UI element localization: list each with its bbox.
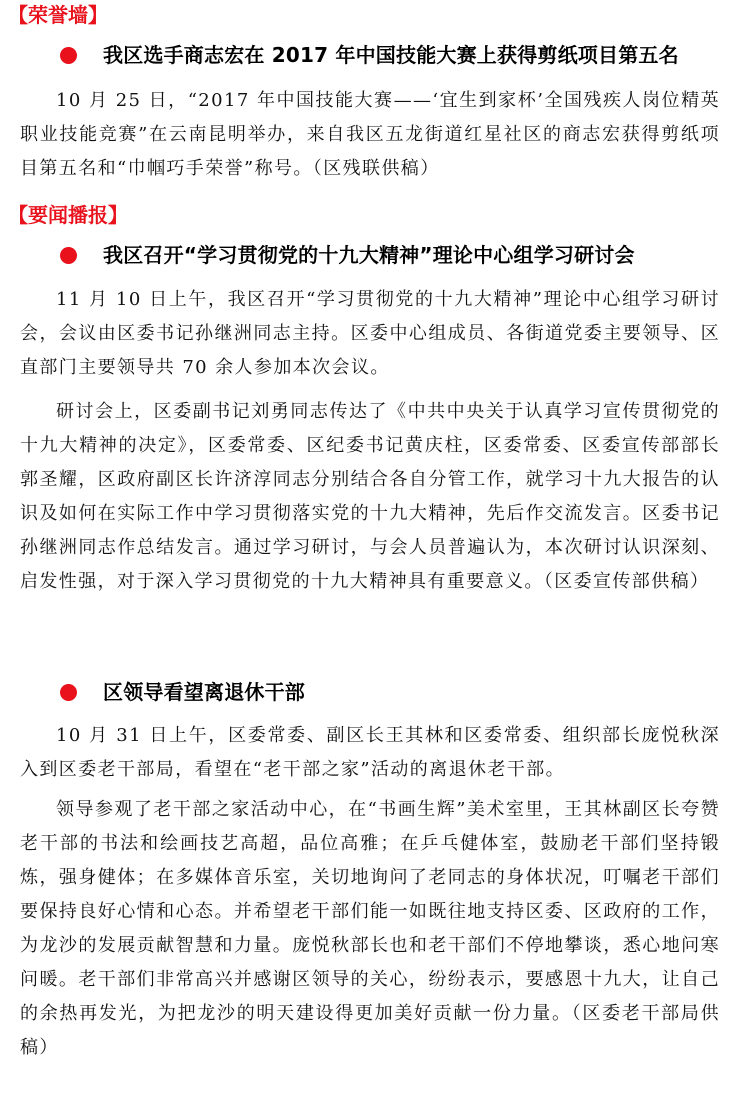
red-bullet-icon	[60, 684, 77, 701]
red-bullet-icon	[60, 47, 77, 64]
red-bullet-icon	[60, 247, 77, 264]
section-label-honor-wall: 【荣誉墙】	[8, 3, 108, 27]
article-headline	[60, 239, 730, 271]
article-paragraph: 领导参观了老干部之家活动中心，在“书画生辉”美术室里，王其林副区长夸赞老干部的书法和绘画技艺高超，品位高雅；在乒乓健体室，鼓励老干部们坚持锻炼，强身健体；在多媒体音乐室，关切地询问了老同志的身体状况，叮嘱老干部们要保持良好心情和心态。并希望老干部们能一如既往地支持区委、区政府的工作，为龙沙的发展贡献智慧和力量。庞悦秋部长也和老干部们不停地攀谈，悉心地问寒问暖。老干部们非常高兴并感谢区领导的关心，纷纷表示，要感恩十九大，让自己的余热再发光，为把龙沙的明天建设得更加美好贡献一份力量。（区委老干部局供稿）	[20, 799, 720, 1058]
section-label-news-briefing: 【要闻播报】	[8, 203, 128, 227]
article-paragraph: 10 月 31 日上午，区委常委、副区长王其林和区委常委、组织部长庞悦秋深入到区委老干部局，看望在“老干部之家”活动的离退休老干部。	[20, 725, 720, 780]
article-headline	[60, 676, 730, 708]
article-paragraph: 11 月 10 日上午，我区召开“学习贯彻党的十九大精神”理论中心组学习研讨会，会议由区委书记孙继洲同志主持。区委中心组成员、各街道党委主要领导、区直部门主要领导共 70 余人参加本次会议。	[20, 289, 720, 378]
article-headline	[60, 39, 730, 71]
article-paragraph: 研讨会上，区委副书记刘勇同志传达了《中共中央关于认真学习宣传贯彻党的十九大精神的决定》，区委常委、区纪委书记黄庆柱，区委常委、区委宣传部部长郭圣耀，区政府副区长许济淳同志分别结合各自分管工作，就学习十九大报告的认识及如何在实际工作中学习贯彻落实党的十九大精神，先后作交流发言。区委书记孙继洲同志作总结发言。通过学习研讨，与会人员普遍认为，本次研讨认识深刻、启发性强，对于深入学习贯彻党的十九大精神具有重要意义。（区委宣传部供稿）	[20, 401, 720, 592]
article-paragraph: 10 月 25 日，“2017 年中国技能大赛——‘宜生到家杯’全国残疾人岗位精英职业技能竞赛”在云南昆明举办，来自我区五龙街道红星社区的商志宏获得剪纸项目第五名和“巾帼巧手荣誉”称号。（区残联供稿）	[20, 90, 720, 179]
article-title: 我区选手商志宏在 2017 年中国技能大赛上获得剪纸项目第五名	[103, 43, 679, 67]
article-title: 区领导看望离退休干部	[103, 680, 305, 704]
article-title: 我区召开“学习贯彻党的十九大精神”理论中心组学习研讨会	[103, 243, 635, 267]
